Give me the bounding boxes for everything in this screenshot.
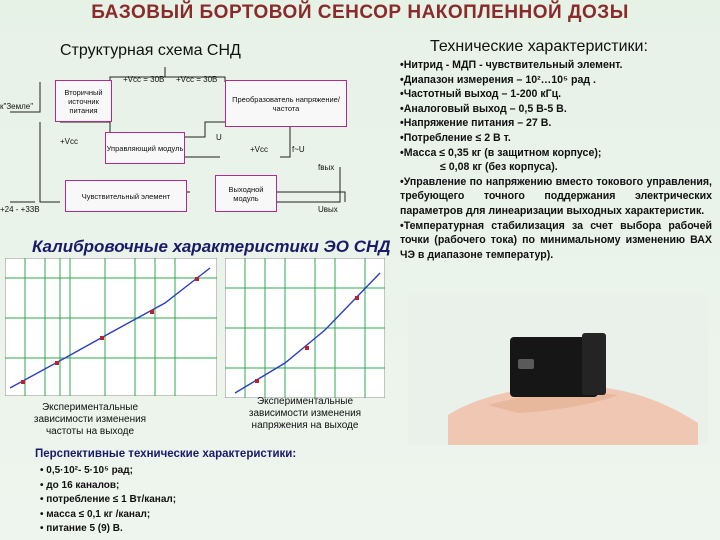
supply-label: +24 - +33В xyxy=(0,205,40,214)
scheme-title: Структурная схема СНД xyxy=(60,42,241,59)
caption-frequency: Экспериментальные зависимости изменения частоты на выходе xyxy=(33,402,147,437)
spec-item: •Потребление ≤ 2 В т. xyxy=(400,131,511,144)
device-photo xyxy=(408,295,708,445)
frequency-plot xyxy=(5,258,217,396)
vcc2-label: +Vcc = 30В xyxy=(176,75,218,84)
perspective-item: • потребление ≤ 1 Вт/канал; xyxy=(40,494,177,505)
spec-item: •Частотный выход – 1-200 кГц. xyxy=(400,88,562,101)
perspective-item: • до 16 каналов; xyxy=(40,479,120,491)
vcc-left-label: +Vcc xyxy=(60,137,79,146)
caption-voltage: Экспериментальные зависимости изменения напряжения на выходе xyxy=(248,396,362,431)
converter-box: Преобразователь напряжение/ частота xyxy=(225,80,347,127)
spec-item: •Температурная стабилизация за счет выбора рабочей точки (рабочего тока) по минимальному изменению ВАХ ЧЭ в диапазоне температур). xyxy=(400,219,712,261)
vcc1-label: +Vcc = 30В xyxy=(123,75,165,84)
specs-list xyxy=(400,58,712,262)
calibration-title: Калибровочные характеристики ЭО СНД xyxy=(32,237,391,256)
spec-item: •Напряжение питания – 27 В. xyxy=(400,117,552,130)
fu-label: f~U xyxy=(292,145,305,154)
output-module-box: Выходной модуль xyxy=(215,175,277,212)
spec-item: •Масса ≤ 0,35 кг (в защитном корпусе); xyxy=(400,146,602,159)
secondary-source-box: Вторичный источник питания xyxy=(55,80,112,122)
spec-item: •Нитрид - МДП - чувствительный элемент. xyxy=(400,59,623,71)
perspective-item: • 0,5·10²- 5·10⁵ рад; xyxy=(40,465,133,476)
perspective-title: Перспективные технические характеристики: xyxy=(35,448,297,460)
control-module-box: Управляющий модуль xyxy=(105,132,185,164)
fout-label: fвых xyxy=(318,163,335,172)
specs-title: Технические характеристики: xyxy=(430,38,648,55)
spec-item: ≤ 0,08 кг (без корпуса). xyxy=(440,161,558,174)
page-title: БАЗОВЫЙ БОРТОВОЙ СЕНСОР НАКОПЛЕННОЙ ДОЗЫ xyxy=(91,2,629,23)
sensing-element-box: Чувствительный элемент xyxy=(65,180,187,212)
perspective-item: • масса ≤ 0,1 кг /канал; xyxy=(40,508,151,520)
spec-item: •Диапазон измерения – 10²…10⁵ рад . xyxy=(400,73,596,86)
ground-label: к"Земле" xyxy=(0,102,34,111)
perspective-list xyxy=(40,464,176,537)
spec-item: •Управление по напряжению вместо токового управления, требующего точного поддержания электрических параметров для линеаризации выходных характеристик. xyxy=(400,175,712,217)
voltage-plot xyxy=(225,258,385,398)
vcc-mid-label: +Vcc xyxy=(250,145,269,154)
spec-item: •Аналоговый выход – 0,5 В-5 В. xyxy=(400,102,567,115)
uout-label: Uвых xyxy=(318,205,338,214)
perspective-item: • питание 5 (9) В. xyxy=(40,523,123,534)
u-label: U xyxy=(216,133,222,142)
